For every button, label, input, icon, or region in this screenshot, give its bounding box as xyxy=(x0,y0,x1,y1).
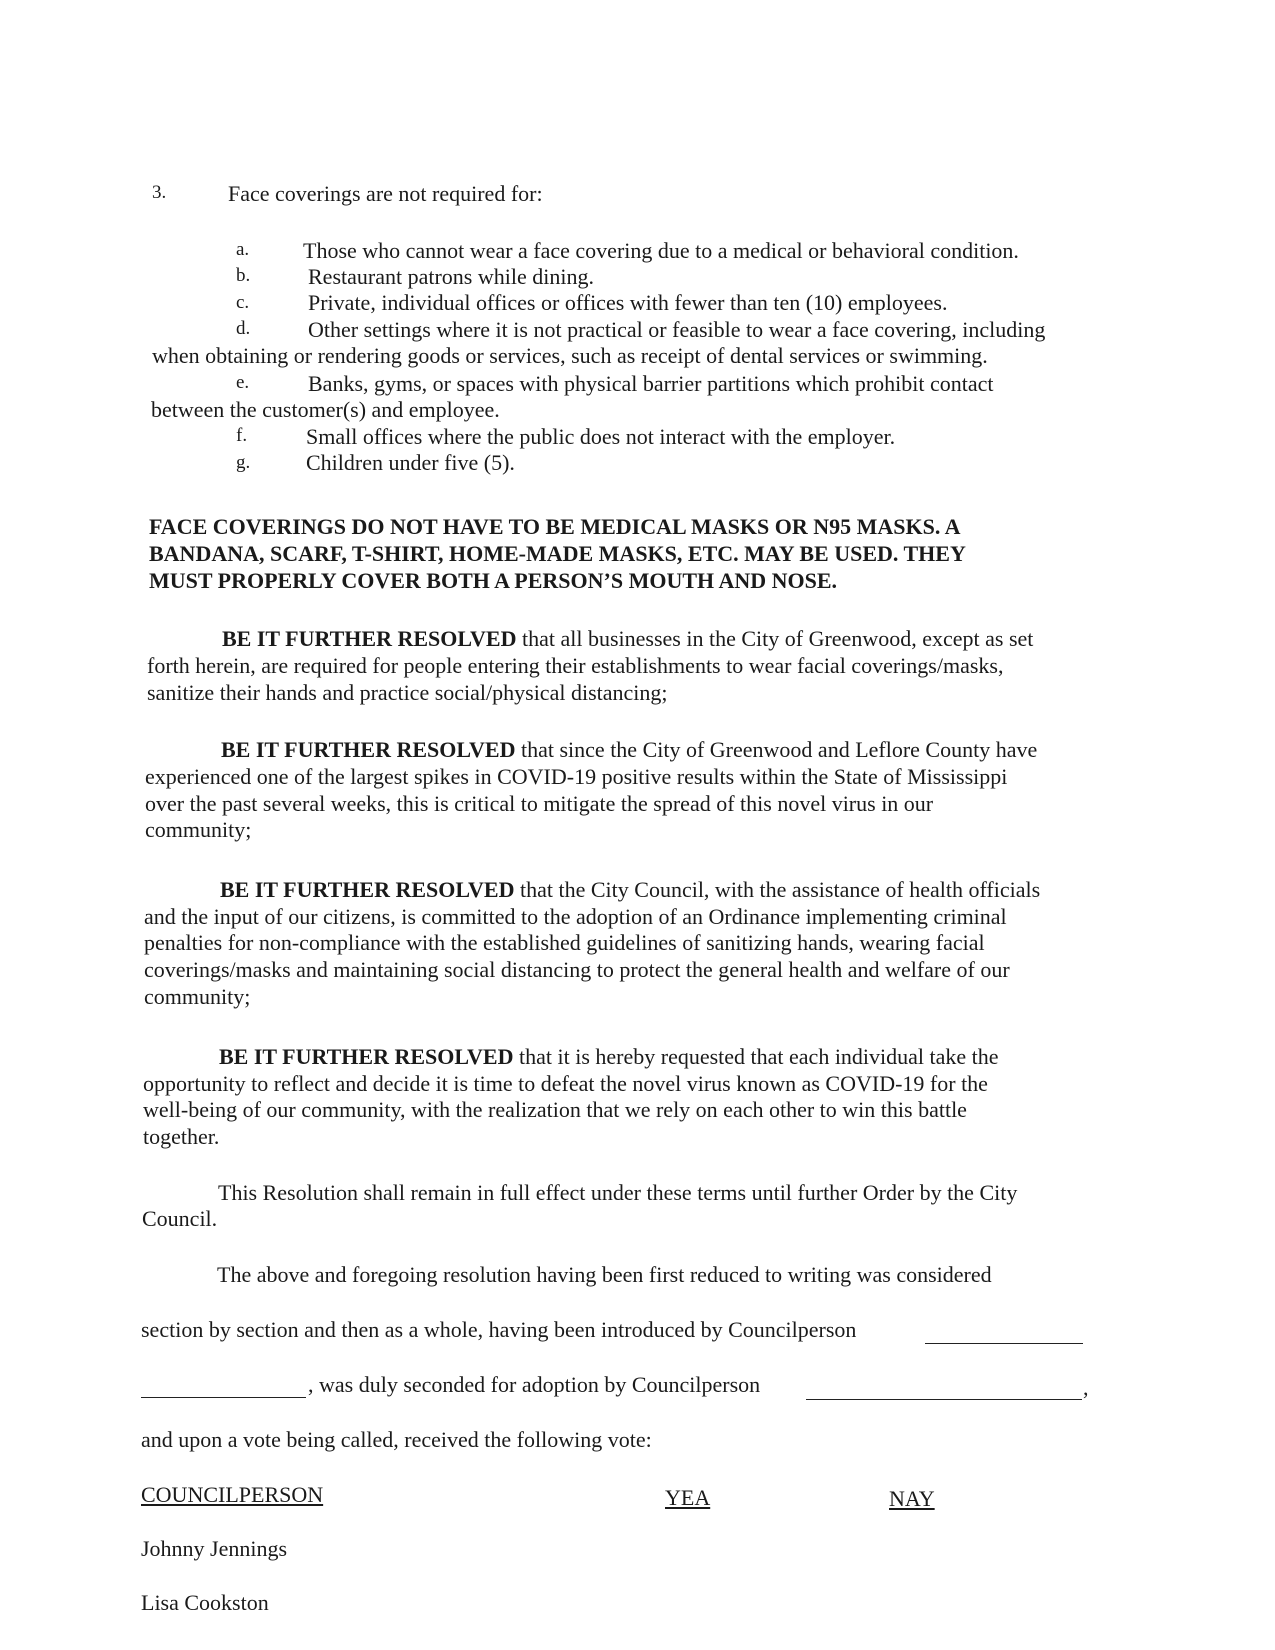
resolution-text: that the City Council, with the assistance of health officials xyxy=(514,877,1041,902)
effect-line: Council. xyxy=(142,1206,218,1231)
list-item: Restaurant patrons while dining. xyxy=(308,264,594,289)
adoption-line: The above and foregoing resolution having been first reduced to writing was considered xyxy=(217,1262,992,1287)
column-header-nay: NAY xyxy=(889,1486,935,1511)
resolution-first-line xyxy=(219,1044,999,1070)
resolution-text: that since the City of Greenwood and Leflore County have xyxy=(515,737,1038,762)
resolution-line: coverings/masks and maintaining social distancing to protect the general health and welfare of our xyxy=(144,957,1010,982)
list-item-letter: c. xyxy=(236,292,250,313)
resolution-text: that it is hereby requested that each individual take the xyxy=(513,1044,999,1069)
resolution-line: well-being of our community, with the realization that we rely on each other to win this battle xyxy=(143,1097,967,1122)
resolution-line: sanitize their hands and practice social/physical distancing; xyxy=(147,680,668,705)
list-item-continuation: when obtaining or rendering goods or services, such as receipt of dental services or swimming. xyxy=(152,343,988,368)
table-row: Johnny Jennings xyxy=(141,1536,288,1561)
section-heading: Face coverings are not required for: xyxy=(228,181,543,206)
resolution-line: together. xyxy=(143,1124,220,1149)
resolution-line: forth herein, are required for people entering their establishments to wear facial coverings/masks, xyxy=(147,653,1004,678)
resolved-lead: BE IT FURTHER RESOLVED xyxy=(222,626,517,651)
resolution-line: penalties for non-compliance with the established guidelines of sanitizing hands, wearing facial xyxy=(144,930,985,955)
resolution-line: over the past several weeks, this is critical to mitigate the spread of this novel virus in our xyxy=(145,791,934,816)
list-item-letter: d. xyxy=(236,318,251,339)
notice-line: MUST PROPERLY COVER BOTH A PERSON’S MOUTH AND NOSE. xyxy=(149,568,838,593)
notice-line: BANDANA, SCARF, T-SHIRT, HOME-MADE MASKS, ETC. MAY BE USED. THEY xyxy=(149,541,966,566)
resolved-lead: BE IT FURTHER RESOLVED xyxy=(220,877,515,902)
adoption-line: , was duly seconded for adoption by Councilperson xyxy=(308,1372,761,1397)
list-item-letter: f. xyxy=(236,425,248,446)
column-header-councilperson: COUNCILPERSON xyxy=(141,1482,324,1507)
resolution-first-line xyxy=(221,737,1037,763)
list-item-letter: e. xyxy=(236,372,250,393)
adoption-line: and upon a vote being called, received the following vote: xyxy=(141,1427,652,1452)
adoption-line: section by section and then as a whole, having been introduced by Councilperson xyxy=(141,1317,857,1342)
list-item: Those who cannot wear a face covering due to a medical or behavioral condition. xyxy=(303,238,1019,263)
list-item: Private, individual offices or offices with fewer than ten (10) employees. xyxy=(308,290,948,315)
column-header-yea: YEA xyxy=(665,1485,711,1510)
notice-line: FACE COVERINGS DO NOT HAVE TO BE MEDICAL MASKS OR N95 MASKS. A xyxy=(149,514,961,539)
resolution-line: opportunity to reflect and decide it is time to defeat the novel virus known as COVID-19 for the xyxy=(143,1071,988,1096)
list-item: Banks, gyms, or spaces with physical barrier partitions which prohibit contact xyxy=(308,371,994,396)
list-item-letter: a. xyxy=(236,239,250,260)
list-item-continuation: between the customer(s) and employee. xyxy=(151,397,500,422)
resolution-line: experienced one of the largest spikes in COVID-19 positive results within the State of Mississippi xyxy=(145,764,1008,789)
list-item-letter: b. xyxy=(236,265,251,286)
list-item-letter: g. xyxy=(236,452,251,473)
seconder-blank[interactable] xyxy=(806,1399,1082,1400)
list-item: Small offices where the public does not interact with the employer. xyxy=(306,424,896,449)
resolution-first-line xyxy=(220,877,1040,903)
list-item: Children under five (5). xyxy=(306,450,515,475)
section-number: 3. xyxy=(152,182,167,203)
introducer-blank[interactable] xyxy=(925,1343,1083,1344)
resolution-line: community; xyxy=(144,984,251,1009)
table-row: Lisa Cookston xyxy=(141,1590,269,1615)
introducer-blank-continued[interactable] xyxy=(141,1397,306,1398)
resolution-first-line xyxy=(222,626,1033,652)
resolution-line: and the input of our citizens, is committed to the adoption of an Ordinance implementing criminal xyxy=(144,904,1007,929)
adoption-line-comma: , xyxy=(1083,1375,1089,1400)
effect-line: This Resolution shall remain in full effect under these terms until further Order by the City xyxy=(218,1180,1018,1205)
resolved-lead: BE IT FURTHER RESOLVED xyxy=(219,1044,514,1069)
resolution-text: that all businesses in the City of Greenwood, except as set xyxy=(516,626,1034,651)
resolved-lead: BE IT FURTHER RESOLVED xyxy=(221,737,516,762)
resolution-line: community; xyxy=(145,817,252,842)
list-item: Other settings where it is not practical or feasible to wear a face covering, including xyxy=(308,317,1046,342)
